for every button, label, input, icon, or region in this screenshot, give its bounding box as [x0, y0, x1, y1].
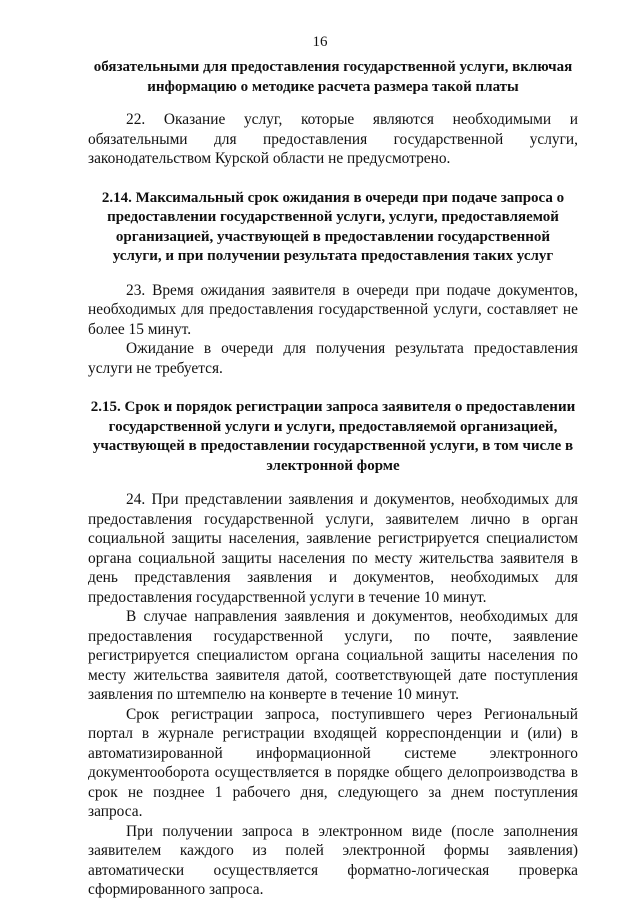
paragraph-23: 23. Время ожидания заявителя в очереди при подаче документов, необходимых для предоставления государственной услуги, составляет не более 15 минут.: [88, 281, 578, 338]
section-2-15-heading: 2.15. Срок и порядок регистрации запроса заявителя о предоставлении государственной услуги и услуги, предоставляемой организацией, участвующей в предоставлении государственной услуги, в том числе в электронной форме: [90, 399, 576, 474]
paragraph-24-portal: Срок регистрации запроса, поступившего через Региональный портал в журнале регистрации входящей корреспонденции и (или) в автоматизированной информационной системе электронного документооборота осуществляется в порядке общего делопроизводства в срок не позднее 1 рабочего дня, следующего за днем поступления запроса.: [88, 705, 578, 820]
paragraph-24-electronic: При получении запроса в электронном виде (после заполнения заявителем каждого из полей электронной формы заявления) автоматически осуществляется форматно-логическая проверка сформированного запроса.: [88, 822, 578, 898]
paragraph-24: 24. При представлении заявления и документов, необходимых для предоставления государственной услуги, заявителем лично в орган социальной защиты населения, заявление регистрируется специалистом органа социальной защиты населения по месту жительства заявителя в день представления заявления и документов, необходимых для предоставления государственной услуги в течение 10 минут.: [88, 491, 578, 606]
paragraph-22: 22. Оказание услуг, которые являются необходимыми и обязательными для предоставления государственной услуги, законодательством Курской области не предусмотрено.: [88, 111, 578, 167]
paragraph-23-waiting: Ожидание в очереди для получения результата предоставления услуги не требуется.: [88, 340, 578, 377]
page-content: [88, 58, 578, 900]
section-2-14-heading: 2.14. Максимальный срок ожидания в очереди при подаче запроса о предоставлении государственной услуги, услуги, предоставляемой организацией, участвующей в предоставлении государственной услуги, и при получении результата предоставления таких услуг: [101, 189, 565, 264]
page-number: 16: [312, 34, 328, 50]
paragraph-24-mail: В случае направления заявления и документов, необходимых для предоставления государственной услуги, по почте, заявление регистрируется специалистом органа социальной защиты населения по месту жительства заявителя датой, соответствующей дате поступления заявления по штемпелю на конверте в течение 10 минут.: [88, 608, 578, 703]
continued-section-heading: обязательными для предоставления государственной услуги, включая информацию о методике расчета размера такой платы: [93, 59, 573, 95]
